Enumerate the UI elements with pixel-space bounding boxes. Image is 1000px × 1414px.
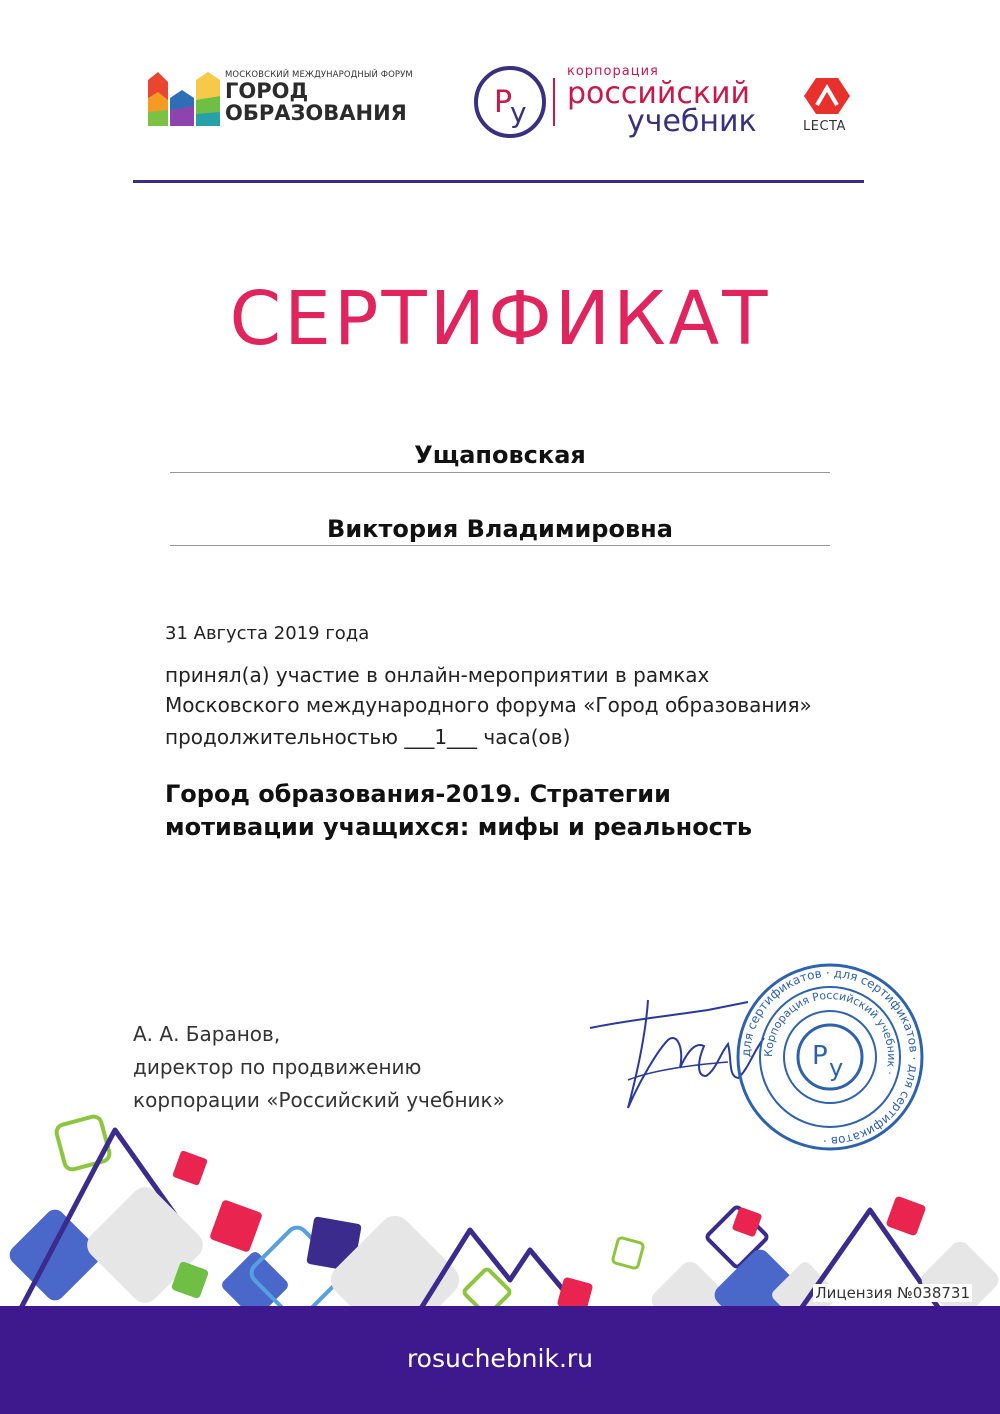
svg-text:Корпорация Российский учебник: Корпорация Российский учебник · — [761, 988, 899, 1077]
event-title-line-1: Город образования-2019. Стратегии — [165, 780, 671, 808]
event-title-line-2: мотивации учащихся: мифы и реальность — [165, 813, 752, 841]
recipient-given-names: Виктория Владимировна — [327, 515, 673, 543]
svg-text:у: у — [829, 1054, 844, 1082]
footer-website: rosuchebnik.ru — [406, 1344, 594, 1373]
ru-logo-line2: учебник — [627, 104, 757, 139]
recipient-surname: Ущаповская — [414, 441, 586, 469]
svg-text:для сертификатов · для сертифи: для сертификатов · для сертификатов · для сертификатов · — [738, 965, 922, 1149]
gorod-logo-subtitle: МОСКОВСКИЙ МЕЖДУНАРОДНЫЙ ФОРУМ — [225, 70, 413, 80]
body-line-3: продолжительностью ___1___ часа(ов) — [165, 725, 571, 749]
body-line-2: Московского международного форума «Город образования» — [165, 693, 812, 717]
certificate-title: СЕРТИФИКАТ — [229, 276, 771, 362]
lecta-logo-label: LECTA — [803, 119, 846, 134]
signer-name: А. А. Баранов, — [133, 1022, 281, 1046]
gorod-logo-line1: ГОРОД — [225, 79, 309, 103]
event-title — [165, 778, 752, 844]
gorod-logo-icon — [148, 70, 220, 128]
gorod-logo-text — [225, 70, 413, 124]
license-number: Лицензия №038731 — [815, 1284, 970, 1302]
gorod-logo-line2: ОБРАЗОВАНИЯ — [225, 101, 407, 125]
header-divider — [133, 180, 864, 183]
signer-position-line-1: директор по продвижению — [133, 1055, 422, 1079]
svg-text:у: у — [510, 96, 527, 129]
svg-text:Р: Р — [494, 85, 513, 120]
lecta-logo — [800, 76, 854, 136]
ru-logo-small: корпорация — [567, 64, 659, 79]
decorative-squares-pattern — [0, 1100, 1000, 1310]
footer-bar — [0, 1306, 1000, 1414]
lecta-emblem-icon — [800, 76, 854, 118]
body-line-1: принял(а) участие в онлайн-мероприятии в рамках — [165, 663, 710, 687]
signer-position-line-2: корпорации «Российский учебник» — [133, 1088, 505, 1112]
ru-logo-line1: российский — [567, 76, 750, 111]
given-names-rule — [170, 545, 830, 546]
rossiyskiy-uchebnik-logo — [472, 64, 772, 140]
svg-text:Р: Р — [812, 1041, 828, 1071]
surname-rule — [170, 472, 830, 473]
certificate-date: 31 Августа 2019 года — [165, 623, 370, 644]
ru-emblem-icon — [472, 64, 560, 140]
gorod-obrazovaniya-logo — [148, 68, 418, 130]
